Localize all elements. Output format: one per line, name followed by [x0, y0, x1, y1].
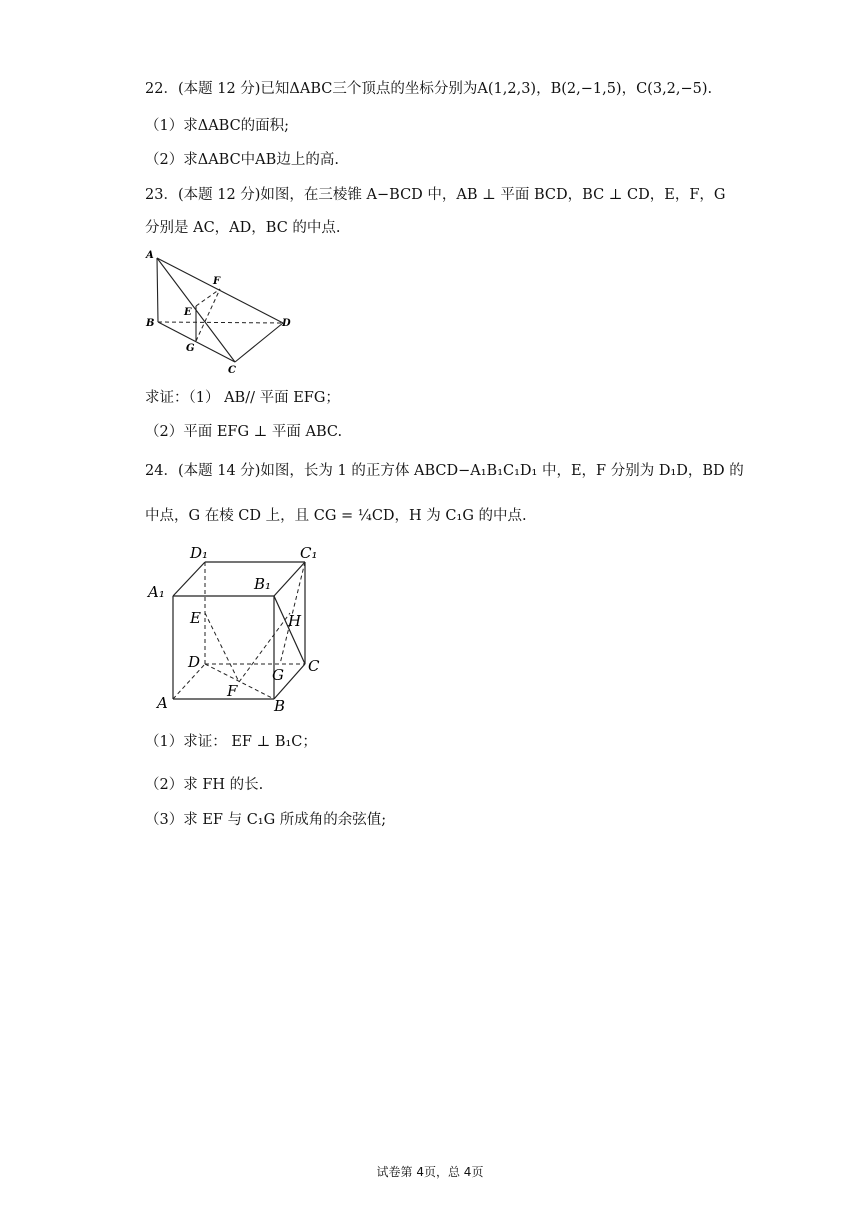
q23-part2: （2）平面 EFG ⊥ 平面 ABC. [145, 424, 343, 440]
q24-label-b1: B₁ [254, 575, 272, 593]
q23-label-a: A [146, 250, 154, 261]
page-footer: 试卷第 4页，总 4页 [376, 1165, 484, 1179]
q24-label-b: B [274, 697, 286, 715]
q23-stem-line1: 23．(本题 12 分)如图，在三棱锥 A−BCD 中，AB ⊥ 平面 BCD，BC ⊥ CD，E，F，G [145, 187, 726, 203]
q24-label-g: G [272, 666, 284, 684]
q24-stem-line1: 24．(本题 14 分)如图，长为 1 的正方体 ABCD−A₁B₁C₁D₁ 中，E，F 分别为 D₁D，BD 的 [145, 463, 744, 479]
q24-stem-line2: 中点，G 在棱 CD 上，且 CG = ¼CD，H 为 C₁G 的中点. [145, 508, 527, 524]
q24-label-c1: C₁ [300, 544, 318, 562]
q23-label-c: C [228, 365, 236, 375]
q23-part1: 求证：（1） AB// 平面 EFG； [145, 390, 340, 406]
q24-label-d1: D₁ [190, 544, 209, 562]
q23-label-g: G [186, 343, 195, 354]
q23-stem-line2: 分别是 AC，AD，BC 的中点. [145, 220, 341, 236]
q23-label-e: E [184, 307, 192, 318]
q23-label-f: F [213, 276, 221, 287]
q24-label-c: C [308, 657, 320, 675]
q22-stem: 22．(本题 12 分)已知ΔABC三个顶点的坐标分别为A(1,2,3)，B(2,−1,5)，C(3,2,−5). [145, 81, 713, 97]
q24-part1: （1）求证： EF ⊥ B₁C； [145, 734, 317, 750]
q24-part2: （2）求 FH 的长. [145, 777, 264, 793]
q24-label-d: D [188, 653, 201, 671]
q24-label-a1: A₁ [148, 583, 165, 601]
q23-figure-tetrahedron [140, 245, 300, 375]
q24-label-a: A [157, 694, 168, 712]
q22-part1: （1）求ΔABC的面积; [145, 118, 290, 134]
q24-part3: （3）求 EF 与 C₁G 所成角的余弦值; [145, 812, 387, 828]
q24-label-f: F [227, 682, 238, 700]
q24-label-h: H [288, 612, 302, 630]
q23-label-b: B [146, 318, 155, 329]
q24-label-e: E [190, 609, 201, 627]
q22-part2: （2）求ΔABC中AB边上的高. [145, 152, 339, 168]
q23-label-d: D [282, 318, 291, 329]
q24-figure-cube [140, 540, 340, 720]
